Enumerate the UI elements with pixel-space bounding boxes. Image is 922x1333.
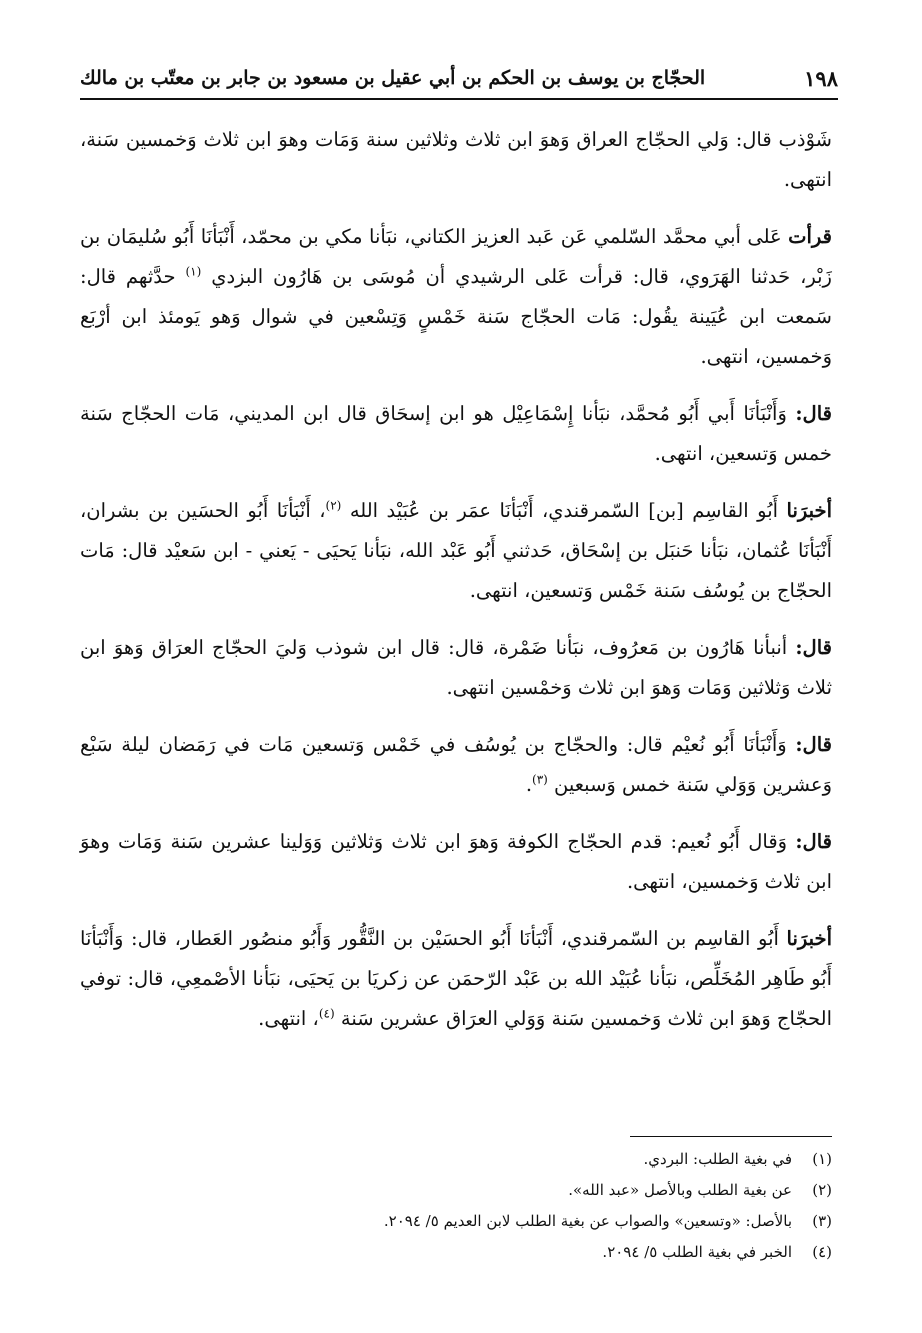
header-rule bbox=[80, 98, 838, 100]
paragraph-text: وَقال أَبُو نُعيم: قدم الحجّاج الكوفة وَهوَ ابن ثلاث وَثلاثين وَوَلينا عشرين سَنة وَمَات وهوَ ابن ثلاث وَخمسين، انتهى. bbox=[80, 830, 832, 893]
paragraph-tail: ، أَنْبَأنَا أَبُو الحسَين بن بشران، أَنْبَأنَا عُثمان، نبَأنا حَنبَل بن إسْحَاق، حَدثني أَبُو عَبْد الله، نبَأنا يَحيَى - يَعني - ابن سَعيْد قال: مَات الحجّاج بن يُوسُف سَنة خَمْس وَتسعين، انتهى. bbox=[80, 499, 832, 602]
paragraph-1 bbox=[80, 120, 832, 200]
paragraph-6 bbox=[80, 725, 832, 805]
footnote-reference[interactable]: (٣) bbox=[532, 772, 548, 787]
paragraph-lead: قال: bbox=[795, 636, 832, 659]
paragraph-lead: قرأت bbox=[788, 225, 832, 248]
footnote-number: (١) bbox=[812, 1150, 832, 1168]
paragraph-text: أَبُو القاسِم بن السّمرقندي، أَنْبَأنَا أَبُو الحسَيْن بن النَّقُّور وَأَبُو منصُور العَطار، قال: وَأَنْبَأنَا أَبُو طَاهِر المُخَلِّص، نبَأنا عُبَيْد الله بن عَبْد الرّحمَن عن زكريَا بن يَحيَى، نبَأنا الأصْمعِي، قال: توفي الحجّاج وَهوَ ابن ثلاث وَخمسين سَنة وَوَلي العرَاق عشرين سَنة bbox=[80, 927, 832, 1030]
footnote-text: بالأصل: «وتسعين» والصواب عن بغية الطلب لابن العديم ٥/ ٢٠٩٤. bbox=[383, 1212, 792, 1230]
footnote-number: (٢) bbox=[812, 1181, 832, 1199]
paragraph-lead: أخبرَنا bbox=[786, 499, 832, 522]
footnote-text: الخبر في بغية الطلب ٥/ ٢٠٩٤. bbox=[602, 1243, 792, 1261]
paragraph-8 bbox=[80, 919, 832, 1039]
footnote-3 bbox=[200, 1206, 832, 1237]
page-number: ١٩٨ bbox=[804, 65, 838, 91]
footnotes bbox=[200, 1144, 832, 1268]
footnote-reference[interactable]: (٢) bbox=[325, 498, 342, 513]
footnote-reference[interactable]: (١) bbox=[185, 264, 202, 279]
paragraph-tail: . bbox=[525, 773, 533, 796]
paragraph-3 bbox=[80, 394, 832, 474]
footnote-2 bbox=[200, 1175, 832, 1206]
footnote-text: عن بغية الطلب وبالأصل «عبد الله». bbox=[568, 1181, 792, 1199]
footnote-number: (٣) bbox=[812, 1212, 832, 1230]
paragraph-lead: قال: bbox=[795, 830, 832, 853]
paragraph-lead: قال: bbox=[795, 402, 832, 425]
paragraph-text: شَوْذب قال: وَلي الحجّاج العراق وَهوَ ابن ثلاث وثلاثين سنة وَمَات وهوَ ابن ثلاث وَخمسين سَنة، انتهى. bbox=[80, 128, 832, 191]
paragraph-text: أَبُو القاسِم [بن] السّمرقندي، أَنْبَأنَا عمَر بن عُبَيْد الله bbox=[349, 499, 787, 522]
paragraph-tail: حدَّثهم قال: سَمعت ابن عُيَينة يقُول: مَات الحجّاج سَنة خَمْسٍ وَتِسْعين في شوال وَهو يَومئذ ابن أرْبَع وَخمسين، انتهى. bbox=[80, 265, 832, 368]
running-header bbox=[80, 58, 838, 98]
paragraph-7 bbox=[80, 822, 832, 902]
footnote-rule bbox=[630, 1136, 832, 1137]
paragraph-tail: ، انتهى. bbox=[258, 1007, 319, 1030]
footnote-number: (٤) bbox=[812, 1243, 832, 1261]
footnote-4 bbox=[200, 1237, 832, 1268]
paragraph-text: عَلى أبي محمَّد السّلمي عَن عَبد العزيز الكتاني، نبَأنا مكي بن محمّد، أَنْبَأنَا أَبُو سُليمَان بن زَبْر، حَدثنا الهَرَوي، قال: قرأت عَلى الرشيدي أن مُوسَى بن هَارُون البزدي bbox=[80, 225, 832, 288]
paragraph-text: أنبأنا هَارُون بن مَعرُوف، نبَأنا ضَمْرة، قال: قال ابن شوذب وَليَ الحجّاج العرَاق وَهوَ ابن ثلاث وَثلاثين وَمَات وَهوَ ابن ثلاث وَخمْسين انتهى. bbox=[80, 636, 832, 699]
main-text bbox=[80, 120, 832, 1056]
running-title: الحجّاج بن يوسف بن الحكم بن أبي عقيل بن مسعود بن جابر بن معتّب بن مالك bbox=[80, 67, 706, 89]
paragraph-lead: أخبرَنا bbox=[786, 927, 832, 950]
footnote-1 bbox=[200, 1144, 832, 1175]
footnote-text: في بغية الطلب: البردي. bbox=[643, 1150, 792, 1168]
paragraph-text: وَأَنْبَأنَا أَبي أَبُو مُحمَّد، نبَأنا إِسْمَاعِيْل هو ابن إسحَاق قال ابن المديني، مَات الحجّاج سَنة خمس وَتسعين، انتهى. bbox=[80, 402, 832, 465]
paragraph-text: وَأَنْبَأنَا أَبُو نُعيْم قال: والحجّاج بن يُوسُف في خَمْس وَتسعين مَات في رَمَضان ليلة سَبْع وَعشرين وَوَلي سَنة خمس وَسبعين bbox=[80, 733, 832, 796]
footnote-reference[interactable]: (٤) bbox=[318, 1006, 335, 1021]
paragraph-lead: قال: bbox=[795, 733, 832, 756]
paragraph-2 bbox=[80, 217, 832, 377]
paragraph-5 bbox=[80, 628, 832, 708]
paragraph-4 bbox=[80, 491, 832, 611]
